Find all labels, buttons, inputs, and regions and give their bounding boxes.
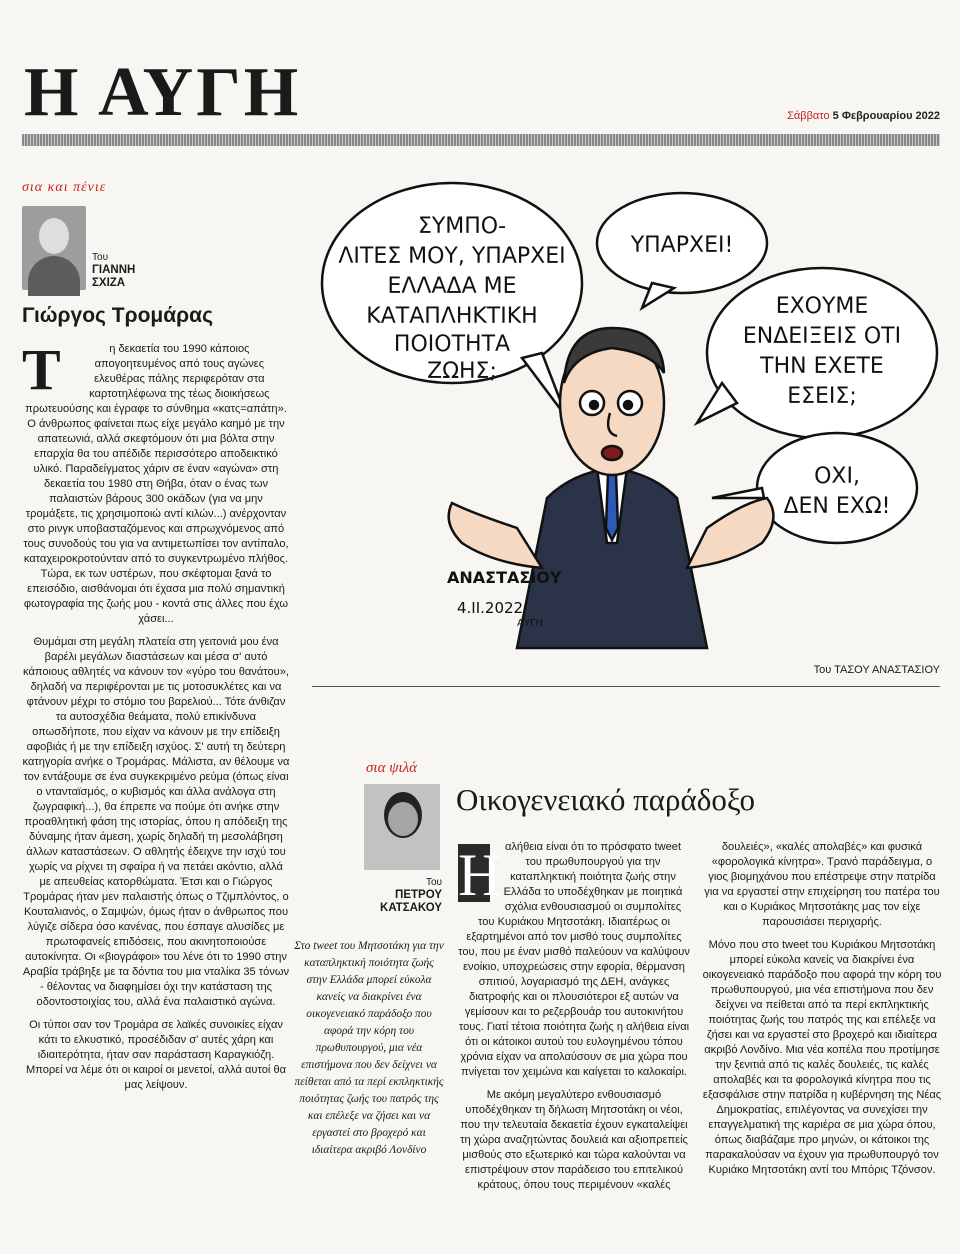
left-hand [449, 503, 542, 568]
cartoonist-signature: ΑΝΑΣΤΑΣΙΟΥ [447, 568, 562, 587]
credit-prefix: Του [813, 664, 832, 676]
column-paragraph-3: Οι τύποι σαν τον Τρομάρα σε λαϊκές συνοικίες είχαν κάτι το ελκυστικό, προσέδιδαν σ' αυτές χάρη και ιδιαιτερότητα, ήταν σαν παράσταση Καραγκιόζη. Μπορεί να λέμε ότι οι καιροί οι μενετοί, αλλά αυτοί θα μας λείψουν. [25, 1019, 287, 1091]
article-column-2 [702, 840, 942, 1186]
article-paragraph-1 [458, 840, 690, 1080]
masthead: Η ΑΥΓΗ [24, 54, 302, 131]
issue-date [787, 110, 940, 122]
bubble-4-line-2: ΔΕΝ ΕΧΩ! [783, 494, 891, 519]
article-author-line2: ΚΑΤΣΑΚΟΥ [380, 902, 442, 914]
column-title: Γιώργος Τρομάρας [22, 304, 213, 327]
column-paragraph-1 [22, 337, 290, 627]
author-byline [92, 251, 135, 290]
article-paragraph-1-text: αλήθεια είναι ότι το πρόσφατο tweet του πρωθυπουργού για την καταπληκτική ποιότητα ζωής στην Ελλάδα το υποδέχθηκαν με ποιητικά σχόλια ενθουσιασμού οι συμπολίτες του Κυριάκου Μητσοτάκη. Ιδιαιτέρως οι εξαρτημένοι από τον μισθό τους συμπολίτες του, που με έναν μισθό παλεύουν να καλύψουν ενοίκιο, υποχρεώσεις στην εφορία, θέρμανση σπιτιού, λογαριασμό της ΔΕΗ, ανάγκες διατροφής και οι πλουσιότεροι εξ αυτών να γεμίσουν και το ρεζερβουάρ του αυτοκινήτου τους. Γιατί τέτοια ποιότητα ζωής η αλήθεια είναι ότι οι κάτοικοι αυτού του ευλογημένου τόπου χρόνια είχαν να απολαύσουν σε μια χώρα που πνίγεται τον χειμώνα και καίγεται το καλοκαίρι. [458, 841, 690, 1078]
article-author-line1: ΠΕΤΡΟΥ [395, 889, 442, 901]
header-rule [22, 134, 940, 146]
left-column [22, 180, 290, 1101]
author-name-line1: ΓΙΑΝΝΗ [92, 264, 136, 276]
tie [606, 473, 618, 540]
bubble-1-line-6: ΖΩΗΣ; [427, 359, 497, 384]
article-column-1 [458, 840, 690, 1201]
credit-name: ΤΑΣΟΥ ΑΝΑΣΤΑΣΙΟΥ [834, 664, 940, 676]
article-byline [376, 876, 442, 915]
right-hand [687, 498, 773, 568]
bubble-1-line-5: ΠΟΙΟΤΗΤΑ [393, 332, 511, 357]
bubble-3-line-1: ΕΧΟΥΜΕ [775, 294, 869, 319]
bubble-4-line-1: ΟΧΙ, [814, 464, 860, 489]
author-box [22, 206, 290, 290]
cartoon-credit [814, 664, 940, 676]
article-paragraph-2: Με ακόμη μεγαλύτερο ενθουσιασμό υποδέχθηκαν τη δήλωση Μητσοτάκη οι νέοι, που την τελευταία δεκαετία έχουν εγκαταλείψει τη χώρα αναζητώντας δουλειά και αξιοπρεπείς μισθούς στο εξωτερικό και τώρα καλούνται να επιστρέψουν στον παράδεισο του επιτελικού κράτους, όπου τους περιμένουν «καλές [460, 1089, 688, 1191]
column-section-label: σια και πένιε [22, 180, 107, 195]
column-paragraph-2: Θυμάμαι στη μεγάλη πλατεία στη γειτονιά μου ένα βαρέλι μεγάλων διαστάσεων και μέσα σ' αυτό κάποιους αθλητές να κάνουν τον «γύρο του θανάτου», δηλαδή να περιφέρονται με τις μοτοσυκλέτες και να φτάνουν μέχρι το στόμιο του βαρελιού... Τότε άνθιζαν τα αυτοσχέδια θεάματα, πολύ επικίνδυνα οπωσδήποτε, που είχαν να κάνουν με την επίδειξη αφοβιάς ή με την επίδειξη ισχύος. Σ' αυτή τη δεύτερη κατηγορία ανήκε ο Τρομάρας. Μάλιστα, αν θέλουμε να τον εντάξουμε σε ένα συγκεκριμένο ρεύμα (όπως είναι ο ντανταϊσμός, ο κυβισμός και άλλα ανάλογα στη ζωγραφική...), θα έπρεπε να πούμε ότι ανήκε στην προαθλητική φάση της ιστορίας, όπου η απόδειξη της δύναμης ήταν άμεση, χωρίς δηλαδή τη μεσολάβηση άλλων καταστάσεων. Ο αθλητής έδειχνε την ισχύ του χωρίς να ρίχνει τη σφαίρα ή να πετάει ακόντιο, αλλά με απευθείας κατορθώματα. Έτσι και ο Γιώργος Τρομάρας ήταν μεν παλαιστής όπως ο Τζιμπλόντος, ο Κουταλιανός, ο Σαμψών, όμως ήταν ο άνθρωπος που λύγιζε σίδερα όσο κανένας, που έσπαγε αλυσίδες με πρωτοφανείς επιδόσεις, που ακινητοποιούσε αυτοκίνητα. Οι «βιογράφοι» του λένε ότι το 1990 στην Αραβία τράβηξε με τα δόντια του μια νταλίκα 35 τόνων - θέλοντας να διαφημίσει όχι την κατάσταση της οδοντοστοιχίας του, αλλά ένα παλαιστικό αγώνα. [22, 636, 290, 1008]
bubble-4-tail [712, 488, 764, 498]
bubble-3-line-2: ΕΝΔΕΙΞΕΙΣ ΟΤΙ [742, 324, 902, 349]
bubble-2-text: ΥΠΑΡΧΕΙ! [630, 233, 734, 258]
bubble-1-line-3: ΕΛΛΑΔΑ ΜΕ [387, 274, 517, 299]
dropcap: Τ [22, 337, 61, 402]
political-cartoon [312, 168, 942, 663]
article-pullquote: Στο tweet του Μητσοτάκη για την καταπληκτική ποιότητα ζωής στην Ελλάδα μπορεί εύκολα κανείς να διακρίνει ένα οικογενειακό παράδοξο που αφορά την κόρη του πρωθυπουργού, μια νέα επιστήμονα που δεν δείχνει να πείθεται από τα περί εκπληκτικής ποιότητας ζωής του πατρός της και επέλεξε να ζήσει και να εργαστεί στο βροχερό και ιδιαίτερα ακριβό Λονδίνο [294, 940, 444, 1156]
article-author-photo [364, 784, 440, 870]
bubble-1-line-1: ΣΥΜΠΟ- [417, 214, 507, 239]
author-photo [22, 206, 86, 290]
mouth [602, 446, 622, 460]
signature-paper: ΑΥΓΗ [517, 618, 544, 629]
article-author-prefix: Του [425, 877, 442, 888]
author-name-line2: ΣΧΙΖΑ [92, 277, 126, 289]
section-divider [312, 686, 940, 687]
article-paragraph-4: Μόνο που στο tweet του Κυριάκου Μητσοτάκη μπορεί εύκολα κανείς να διακρίνει ένα οικογενειακό παράδοξο που αφορά την κόρη του πρωθυπουργού, μια νέα επιστήμονα που δεν δείχνει να πείθεται από τα περί εκπληκτικής ποιότητας ζωής του πατρός της και επέλεξε να ζήσει και να εργαστεί στο βροχερό και ιδιαίτερα ακριβό Λονδίνο. Μια νέα κοπέλα που προτίμησε την ξενιτιά από τις καλές δουλειές, τις καλές απολαβές και τα φορολογικά κίνητρα που τις εξασφάλισε στην πατρίδα η κυβέρνηση της Νέας Δημοκρατίας, επιλέγοντας να συνεχίσει την επαγγελματική της καριέρα σε μια χώρα όπου, όπως διαβάζαμε προ μηνών, οι κάτοικοι της παρακαλούσαν να έχουν για πρωθυπουργό τον Κυριάκο Μητσοτάκη αντί του Μπόρις Τζόνσον. [702, 939, 942, 1176]
column-paragraph-1-text: η δεκαετία του 1990 κάποιος απογοητευμένος από τους αγώνες ελευθέρας πάλης περιφερόταν στα καρτοτηλέφωνα της τέως διοικήσεως πρωτευούσης και έγραφε το σύνθημα «κατς=απάτη». Ο άνθρωπος φαίνεται πως είχε μεγάλο καημό με την απατεωνιά, αλλά σκεφτόμουν ότι μια βόλτα στην επαρχία θα του απέδιδε περισσότερο αποδεικτικό υλικό. Παραδείγματος χάριν σε έναν «αγώνα» στη δεκαετία του 1980 στη Θήβα, όταν ο ένας των παλαιστών βάρους 300 οκάδων (για να μην τρομάξετε, τις χρησιμοποιώ αντί κιλών...) ανέρχονταν στο ρινγκ υποβασταζόμενος και σπρωχνόμενος από τους συνοδούς του για να αντιμετωπίσει τον αντίπαλο, καταχειροκροτούνταν από το συγκεντρωμένο πλήθος. Τώρα, εκ των υστέρων, που σκέφτομαι ξανά το επεισόδιο, αισθάνομαι ότι έχασα μια πολύ σημαντική φωτογραφία της ζωής μου - κοντά στις άλλες που έχω χάσει... [23, 343, 289, 625]
article-section-label: σια ψιλά [366, 760, 418, 776]
article-dropcap: Η [458, 842, 502, 908]
article-title: Οικογενειακό παράδοξο [456, 782, 756, 817]
bubble-3-line-4: ΕΣΕΙΣ; [787, 384, 857, 409]
bubble-1-line-2: ΛΙΤΕΣ ΜΟΥ, ΥΠΑΡΧΕΙ [338, 244, 566, 269]
issue-day: Σάββατο [787, 110, 830, 122]
issue-date-text: 5 Φεβρουαρίου 2022 [832, 110, 940, 122]
bubble-1-line-4: ΚΑΤΑΠΛΗΚΤΙΚΗ [366, 304, 538, 329]
bubble-3-line-3: ΤΗΝ ΕΧΕΤΕ [760, 354, 884, 379]
author-prefix: Του [92, 252, 109, 263]
signature-date: 4.ΙΙ.2022 [457, 599, 524, 617]
article-paragraph-3: δουλειές», «καλές απολαβές» και φυσικά «φορολογικά κίνητρα». Τρανό παράδειγμα, ο γιος βιομηχάνου που επέστρεψε στην πατρίδα για να εργαστεί στην επιχείρηση του πατέρα του και ο Κυριάκος Μητσοτάκης μας τον είχε παρουσιάσει περιχαρής. [704, 841, 940, 928]
